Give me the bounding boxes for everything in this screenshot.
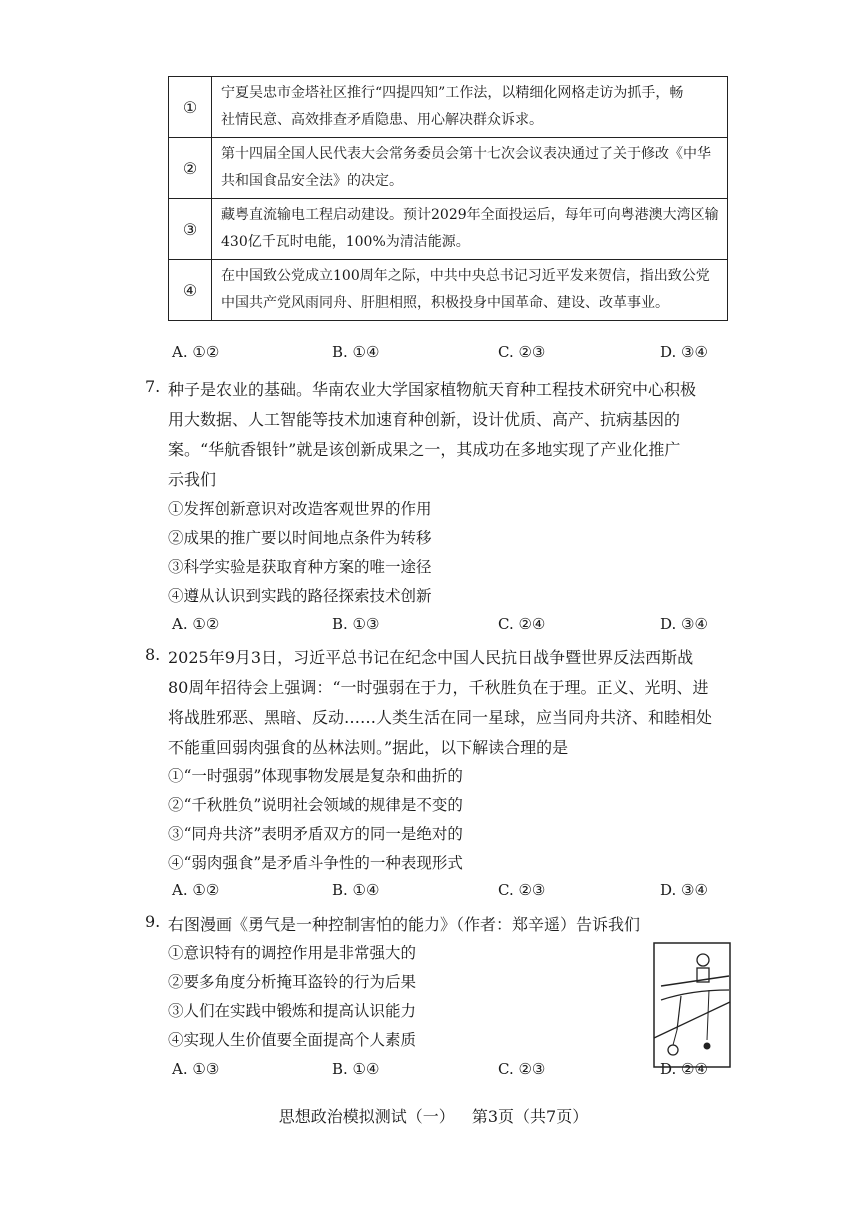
statement: ③科学实验是获取育种方案的唯一途径 <box>168 558 432 576</box>
question-7-line: 示我们 <box>168 470 217 489</box>
option-a[interactable]: A. ①② <box>172 615 220 633</box>
question-7-line: 种子是农业的基础。华南农业大学国家植物航天育种工程技术研究中心积极 <box>168 380 697 399</box>
statement: ②成果的推广要以时间地点条件为转移 <box>168 529 432 547</box>
question-9-line: 右图漫画《勇气是一种控制害怕的能力》（作者：郑辛遥）告诉我们 <box>168 915 641 934</box>
option-a[interactable]: A. ①② <box>172 343 220 361</box>
statement: ②“千秋胜负”说明社会领域的规律是不变的 <box>168 796 463 814</box>
row-line: 中国共产党风雨同舟、肝胆相照，积极投身中国革命、建设、改革事业。 <box>221 295 669 311</box>
option-b[interactable]: B. ①④ <box>332 881 380 899</box>
page-footer <box>0 1104 867 1127</box>
question-7-line: 用大数据、人工智能等技术加速育种创新，设计优质、高产、抗病基因的 <box>168 410 681 429</box>
question-8-line: 不能重回弱肉强食的丛林法则。”据此，以下解读合理的是 <box>168 738 569 757</box>
exam-title: 思想政治模拟测试（一） <box>278 1107 455 1126</box>
statement: ①发挥创新意识对改造客观世界的作用 <box>168 500 432 518</box>
option-b[interactable]: B. ①③ <box>332 615 380 633</box>
question-6-table <box>168 76 728 321</box>
row-number: ① <box>169 77 212 138</box>
table-row <box>169 260 728 321</box>
statement: ③人们在实践中锻炼和提高认识能力 <box>168 1002 417 1020</box>
statement: ①“一时强弱”体现事物发展是复杂和曲折的 <box>168 767 463 785</box>
row-text <box>212 199 728 260</box>
question-6-options <box>172 343 732 367</box>
option-a[interactable]: A. ①③ <box>172 1060 220 1078</box>
row-line: 在中国致公党成立100周年之际，中共中央总书记习近平发来贺信，指出致公党 <box>221 268 710 284</box>
question-9-options <box>172 1060 732 1084</box>
page-number: 第3页（共7页） <box>471 1107 589 1126</box>
question-7-options <box>172 615 732 639</box>
row-text <box>212 77 728 138</box>
row-line: 共和国食品安全法》的决定。 <box>221 173 403 189</box>
option-c[interactable]: C. ②④ <box>498 615 546 633</box>
option-d[interactable]: D. ③④ <box>660 615 708 633</box>
table-row <box>169 138 728 199</box>
row-text <box>212 138 728 199</box>
question-7-number: 7. <box>145 377 161 396</box>
row-number: ② <box>169 138 212 199</box>
table-row <box>169 199 728 260</box>
statement: ④“弱肉强食”是矛盾斗争性的一种表现形式 <box>168 854 463 872</box>
table-row <box>169 77 728 138</box>
row-text <box>212 260 728 321</box>
statement: ①意识特有的调控作用是非常强大的 <box>168 944 417 962</box>
option-c[interactable]: C. ②③ <box>498 1060 546 1078</box>
option-d[interactable]: D. ②④ <box>660 1060 708 1078</box>
option-d[interactable]: D. ③④ <box>660 343 708 361</box>
row-number: ④ <box>169 260 212 321</box>
statement: ③“同舟共济”表明矛盾双方的同一是绝对的 <box>168 825 463 843</box>
question-8-line: 80周年招待会上强调：“一时强弱在于力，千秋胜负在于理。正义、光明、进 <box>168 678 709 697</box>
option-b[interactable]: B. ①④ <box>332 1060 380 1078</box>
option-c[interactable]: C. ②③ <box>498 881 546 899</box>
option-d[interactable]: D. ③④ <box>660 881 708 899</box>
question-9-number: 9. <box>145 912 161 931</box>
question-8-line: 2025年9月3日，习近平总书记在纪念中国人民抗日战争暨世界反法西斯战 <box>168 648 694 667</box>
statement: ④遵从认识到实践的路径探索技术创新 <box>168 587 432 605</box>
cartoon-illustration <box>651 940 731 1070</box>
question-8-number: 8. <box>145 645 161 664</box>
option-b[interactable]: B. ①④ <box>332 343 380 361</box>
row-number: ③ <box>169 199 212 260</box>
row-line: 社情民意、高效排查矛盾隐患、用心解决群众诉求。 <box>221 112 543 128</box>
row-line: 430亿千瓦时电能，100%为清洁能源。 <box>221 234 470 250</box>
statement: ④实现人生价值要全面提高个人素质 <box>168 1031 417 1049</box>
statement: ②要多角度分析掩耳盗铃的行为后果 <box>168 973 417 991</box>
question-7-line: 案。“华航香银针”就是该创新成果之一，其成功在多地实现了产业化推广 <box>168 440 681 459</box>
row-line: 第十四届全国人民代表大会常务委员会第十七次会议表决通过了关于修改《中华 <box>221 146 711 162</box>
option-a[interactable]: A. ①② <box>172 881 220 899</box>
question-8-options <box>172 881 732 905</box>
question-8-line: 将战胜邪恶、黑暗、反动……人类生活在同一星球，应当同舟共济、和睦相处 <box>168 708 713 727</box>
option-c[interactable]: C. ②③ <box>498 343 546 361</box>
row-line: 宁夏吴忠市金塔社区推行“四提四知”工作法，以精细化网格走访为抓手，畅 <box>221 85 684 101</box>
row-line: 藏粤直流输电工程启动建设。预计2029年全面投运后，每年可向粤港澳大湾区输 <box>221 207 719 223</box>
